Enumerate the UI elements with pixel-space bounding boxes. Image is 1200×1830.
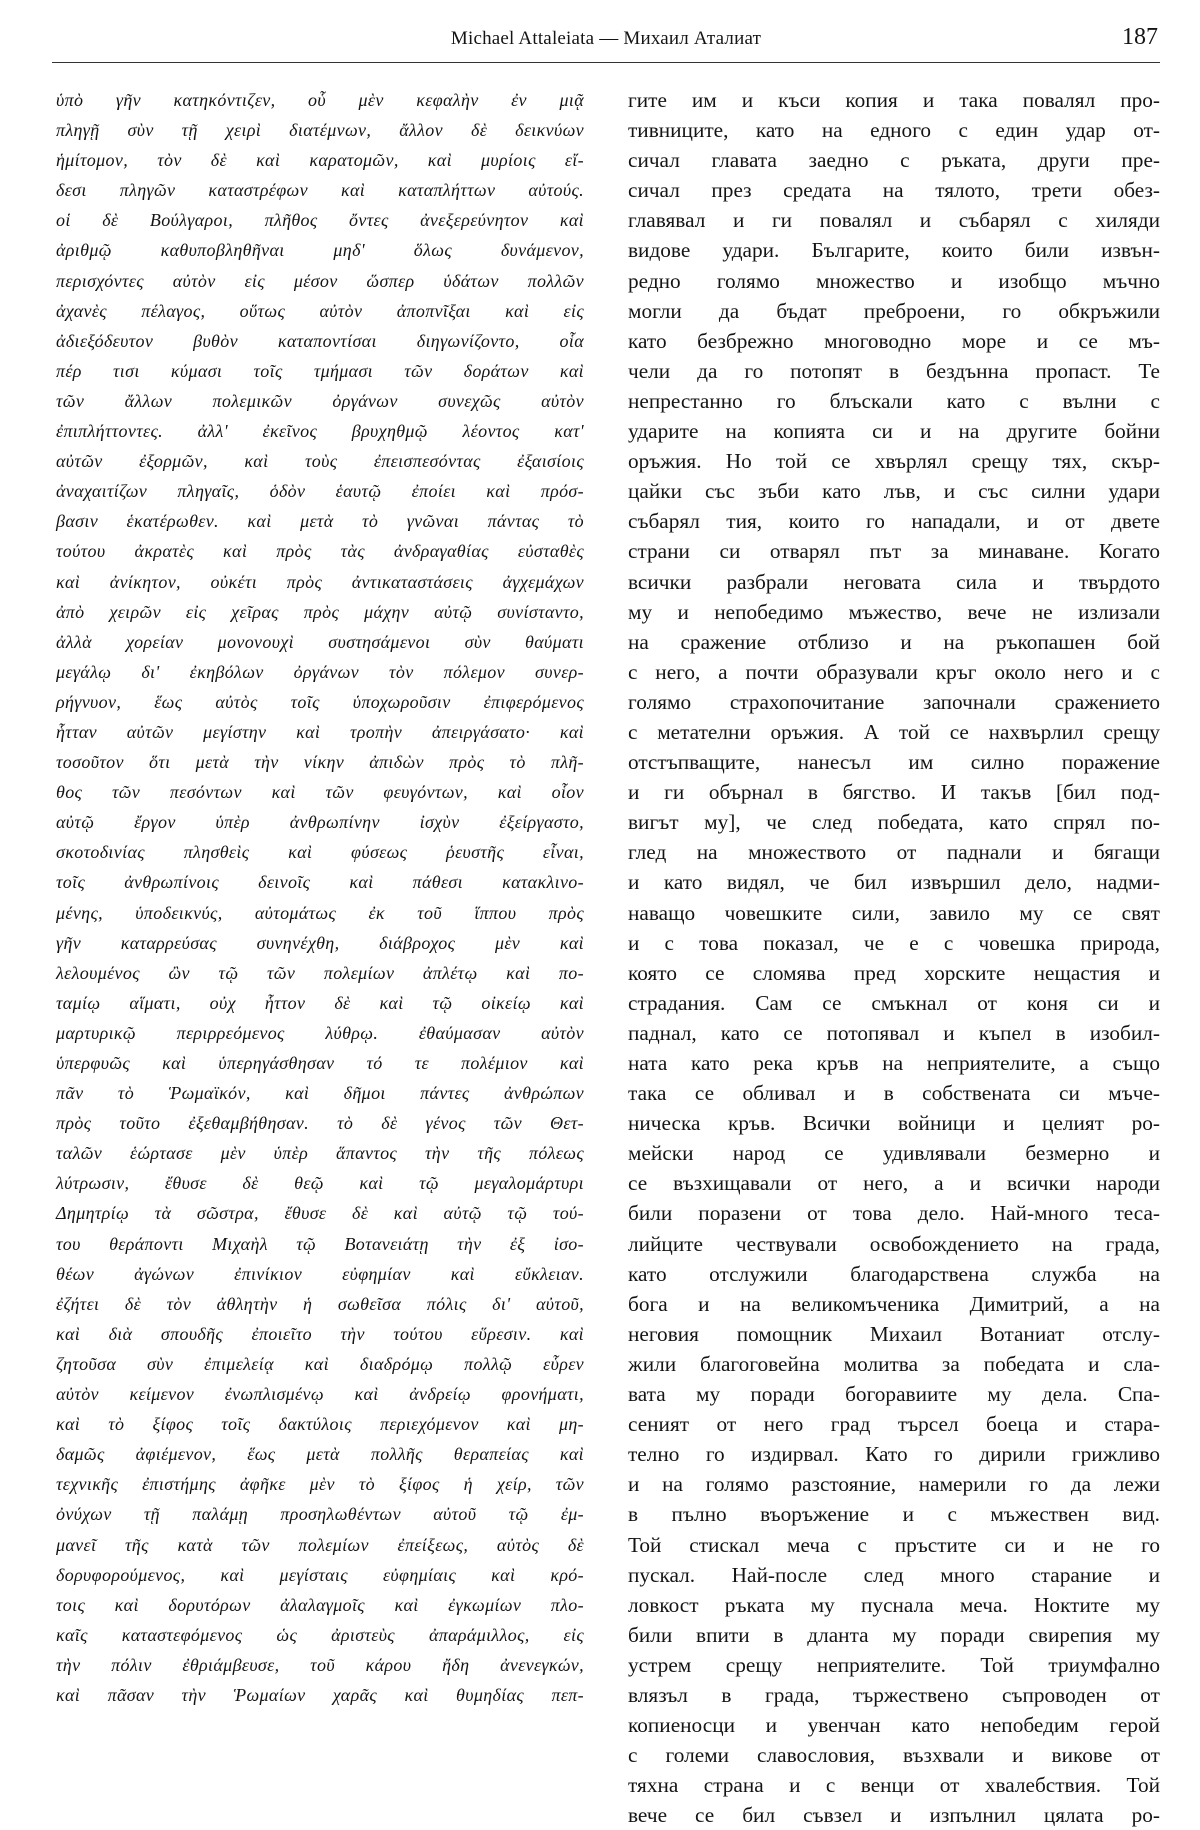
text-line: бога и на великомъченика Димитрий, а на — [628, 1291, 1160, 1316]
text-line: μαρτυρικῷ περιρρεόμενος λύθρῳ. ἐθαύμασαν αὐτὸν — [56, 1022, 584, 1043]
page-number: 187 — [1122, 24, 1158, 50]
text-line: тяхна страна и с венци от хвалебствия. Той — [628, 1773, 1160, 1798]
text-line: оръжия. Но той се хвърлял срещу тях, скър- — [628, 449, 1160, 474]
text-line: сичал главата заедно с ръката, други пре- — [628, 148, 1160, 173]
text-line: ἐζήτει δὲ τὸν ἀθλητὴν ἡ σωθεῖσα πόλις δι' αὐτοῦ, — [56, 1293, 584, 1314]
text-line: καὶ πᾶσαν τὴν Ῥωμαίων χαρᾶς καὶ θυμηδίας πεπ- — [56, 1684, 584, 1705]
text-line: δορυφορούμενος, καὶ μεγίσταις εὐφημίαις καὶ κρό- — [56, 1564, 584, 1585]
text-line: устрем срещу неприятелите. Той триумфално — [628, 1652, 1160, 1677]
text-line: ὑπὸ γῆν κατηκόντιζεν, οὗ μὲν κεφαλὴν ἐν μιᾷ — [56, 90, 584, 110]
text-line: страдания. Сам се смъкнал от коня си и — [628, 990, 1160, 1015]
text-line: ἀδιεξόδευτον βυθὸν καταποντίσαι διηγωνίζοντο, οἷα — [56, 330, 584, 351]
text-line: αὐτῷ ἔργον ὑπὲρ ἀνθρωπίνην ἰσχὺν ἐξείργαστο, — [56, 812, 584, 833]
text-line: копиеносци и увенчан като непобедим герой — [628, 1713, 1160, 1738]
text-line: σκοτοδινίας πλησθεὶς καὶ φύσεως ῥευστῆς εἶναι, — [56, 842, 584, 863]
text-line: влязъл в града, тържествено съпроводен от — [628, 1682, 1160, 1707]
text-line: τεχνικῆς ἐπιστήμης ἀφῆκε μὲν τὸ ξίφος ἡ χείρ, τῶν — [56, 1474, 584, 1495]
text-line: ловкост ръката му пуснала меча. Ноктите му — [628, 1592, 1160, 1617]
text-line: ταμίῳ αἵματι, οὐχ ἧττον δὲ καὶ τῷ οἰκείῳ καὶ — [56, 992, 584, 1013]
text-line: τοῖς ἀνθρωπίνοις δεινοῖς καὶ πάθεσι κατακλινο- — [56, 872, 584, 893]
text-line: и като видял, че бил извършил дело, надми- — [628, 870, 1160, 895]
text-line: неговия помощник Михаил Вотаниат отслу- — [628, 1321, 1160, 1346]
text-line: телно го издирвал. Като го дирили грижливо — [628, 1442, 1160, 1467]
text-line: πληγῇ σὺν τῇ χειρὶ διατέμνων, ἄλλον δὲ δεικνύων — [56, 120, 584, 141]
text-line: вече се бил съвзел и изпълнил цялата ро- — [628, 1803, 1160, 1828]
text-line: били впити в дланта му поради свирепия му — [628, 1622, 1160, 1647]
text-line: мейски народ се удивлявали безмерно и — [628, 1141, 1160, 1166]
text-line: отстъпващите, нанесъл им силно поражение — [628, 750, 1160, 775]
text-line: τούτου ἀκρατὲς καὶ πρὸς τὰς ἀνδραγαθίας εὐσταθὲς — [56, 541, 584, 562]
text-line: голямо страхопочитание започнали сражението — [628, 689, 1160, 714]
text-line: πέρ τισι κύμασι τοῖς τμήμασι τῶν δοράτων καὶ — [56, 360, 584, 381]
text-line: δαμῶς ἀφιέμενον, ἕως μετὰ πολλῆς θεραπείας καὶ — [56, 1444, 584, 1465]
text-line: пускал. Най-после след много старание и — [628, 1562, 1160, 1587]
text-line: ἧτταν αὐτῶν μεγίστην καὶ τροπὴν ἀπειργάσατο· καὶ — [56, 721, 584, 742]
text-line: и с това показал, че е с човешка природа, — [628, 930, 1160, 955]
text-line: цайки със зъби като лъв, и със силни удари — [628, 479, 1160, 504]
text-line: могли да бъдат преброени, го обкръжили — [628, 298, 1160, 323]
text-line: καῖς καταστεφόμενος ὡς ἀριστεὺς ἀπαράμιλλος, εἰς — [56, 1624, 584, 1645]
text-line: δεσι πληγῶν καταστρέφων καὶ καταπλήττων αὐτούς. — [56, 180, 584, 201]
text-line: Той стискал меча с пръстите си и не го — [628, 1532, 1160, 1557]
text-line: του θεράποντι Μιχαὴλ τῷ Βοτανειάτῃ τὴν ἐξ ἰσο- — [56, 1233, 584, 1254]
text-line: καὶ ἀνίκητον, οὐκέτι πρὸς ἀντικαταστάσεις ἀγχεμάχων — [56, 571, 584, 592]
text-line: τῶν ἄλλων πολεμικῶν ὀργάνων συνεχῶς αὐτὸν — [56, 390, 584, 411]
text-line: и ги обърнал в бягство. И такъв [бил под- — [628, 780, 1160, 805]
text-line: която се сломява пред хорските нещастия и — [628, 960, 1160, 985]
text-line: ρήγνυον, ἕως αὐτὸς τοῖς ὑποχωροῦσιν ἐπιφερόμενος — [56, 691, 584, 712]
text-line: ἀπὸ χειρῶν εἰς χεῖρας πρὸς μάχην αὐτῷ συνίσταντο, — [56, 601, 584, 622]
text-line: с него, а почти образували кръг около него и с — [628, 659, 1160, 684]
text-line: на сражение отблизо и на ръкопашен бой — [628, 629, 1160, 654]
text-line: ὀνύχων τῇ παλάμῃ προσηλωθέντων αὐτοῦ τῷ ἐμ- — [56, 1504, 584, 1525]
text-line: λύτρωσιν, ἔθυσε δὲ θεῷ καὶ τῷ μεγαλομάρτυρι — [56, 1173, 584, 1194]
text-line: тивниците, като на едного с един удар от- — [628, 118, 1160, 143]
page-header — [52, 22, 1160, 63]
text-line: глед на множеството от паднали и бягащи — [628, 840, 1160, 865]
text-line: περισχόντες αὐτὸν εἰς μέσον ὥσπερ ὑδάτων πολλῶν — [56, 270, 584, 291]
text-line: αὐτὸν κείμενον ἐνωπλισμένῳ καὶ ἀνδρείῳ φρονήματι, — [56, 1384, 584, 1405]
text-line: ἐπιπλήττοντες. ἀλλ' ἐκεῖνος βρυχηθμῷ λέοντος κατ' — [56, 421, 584, 442]
text-line: μανεῖ τῆς κατὰ τῶν πολεμίων ἐπείξεως, αὐτὸς δὲ — [56, 1534, 584, 1555]
text-line: като отслужили благодарствена служба на — [628, 1261, 1160, 1286]
text-line: гите им и къси копия и така повалял про- — [628, 88, 1160, 112]
text-line: с метателни оръжия. А той се нахвърлил срещу — [628, 719, 1160, 744]
greek-text-column — [56, 85, 584, 1710]
text-line: като безбрежно многоводно море и се мъ- — [628, 328, 1160, 353]
text-line: ἀλλὰ χορείαν μονονουχὶ συστησάμενοι σὺν θαύματι — [56, 631, 584, 652]
text-line: непрестанно го блъскали като с вълни с — [628, 388, 1160, 413]
text-line: лийците чествували освобождението на града, — [628, 1231, 1160, 1256]
text-line: γῆν καταρρεύσας συνηνέχθη, διάβροχος μὲν καὶ — [56, 932, 584, 953]
text-line: αὐτῶν ἐξορμῶν, καὶ τοὺς ἐπεισπεσόντας ἐξαισίοις — [56, 451, 584, 472]
text-line: πᾶν τὸ Ῥωμαϊκόν, καὶ δῆμοι πάντες ἀνθρώπων — [56, 1083, 584, 1104]
text-line: били поразени от това дело. Най-много теса- — [628, 1201, 1160, 1226]
text-line: τὴν πόλιν ἐθριάμβευσε, τοῦ κάρου ἤδη ἀνενεγκών, — [56, 1654, 584, 1675]
text-line: така се обливал и в собствената си мъче- — [628, 1081, 1160, 1106]
text-line: видове удари. Българите, които били извън- — [628, 238, 1160, 263]
text-line: редно голямо множество и изобщо мъчно — [628, 268, 1160, 293]
text-line: ταλῶν ἑώρτασε μὲν ὑπὲρ ἅπαντος τὴν τῆς πόλεως — [56, 1143, 584, 1164]
text-line: οἱ δὲ Βούλγαροι, πλῆθος ὄντες ἀνεξερεύνητον καὶ — [56, 210, 584, 231]
text-line: ἀριθμῷ καθυποβληθῆναι μηδ' ὅλως δυνάμενον, — [56, 240, 584, 261]
text-line: ната като река кръв на неприятелите, а също — [628, 1051, 1160, 1075]
text-line: καὶ τὸ ξίφος τοῖς δακτύλοις περιεχόμενον καὶ μη- — [56, 1414, 584, 1435]
text-line: ἀχανὲς πέλαγος, οὕτως αὐτὸν ἀποπνῖξαι καὶ εἰς — [56, 300, 584, 321]
text-line: θος τῶν πεσόντων καὶ τῶν φευγόντων, καὶ οἷον — [56, 782, 584, 803]
text-line: ἡμίτομον, τὸν δὲ καὶ καρατομῶν, καὶ μυρίοις εἴ- — [56, 150, 584, 171]
text-line: всички разбрали неговата сила и твърдото — [628, 569, 1160, 594]
text-line: ударите на копията си и на другите бойни — [628, 419, 1160, 444]
text-line: Δημητρίῳ τὰ σῶστρα, ἔθυσε δὲ καὶ αὐτῷ τῷ τού- — [56, 1203, 584, 1224]
text-line: τοσοῦτον ὅτι μετὰ τὴν νίκην ἀπιδὼν πρὸς τὸ πλῆ- — [56, 752, 584, 773]
text-line: μένης, ὑποδεικνύς, αὐτομάτως ἐκ τοῦ ἵππου πρὸς — [56, 902, 584, 923]
text-line: наващо човешките сили, завило му се свят — [628, 900, 1160, 925]
text-line: βασιν ἑκατέρωθεν. καὶ μετὰ τὸ γνῶναι πάντας τὸ — [56, 511, 584, 532]
text-line: вигът му], че след победата, като спрял по- — [628, 810, 1160, 835]
text-line: събарял тия, които го нападали, и от двете — [628, 509, 1160, 534]
text-line: πρὸς τοῦτο ἐξεθαμβήθησαν. τὸ δὲ γένος τῶν Θετ- — [56, 1113, 584, 1134]
text-line: се възхищавали от него, а и всички народи — [628, 1171, 1160, 1196]
text-line: θέων ἀγώνων ἐπινίκιον εὐφημίαν καὶ εὔκλειαν. — [56, 1263, 584, 1284]
text-line: ническа кръв. Всички войници и целият ро- — [628, 1111, 1160, 1136]
text-line: и на голямо разстояние, намерили го да лежи — [628, 1472, 1160, 1497]
text-line: жили благоговейна молитва за победата и сла- — [628, 1351, 1160, 1376]
text-line: главявал и ги повалял и събарял с хиляди — [628, 208, 1160, 233]
text-line: ζητοῦσα σὺν ἐπιμελείᾳ καὶ διαδρόμῳ πολλῷ εὗρεν — [56, 1353, 584, 1374]
running-head: Michael Attaleiata — Михаил Аталиат — [450, 28, 762, 49]
text-line: ὑπερφυῶς καὶ ὑπερηγάσθησαν τό τε πολέμιον καὶ — [56, 1053, 584, 1073]
text-line: ἀναχαιτίζων πληγαῖς, ὁδὸν ἑαυτῷ ἐποίει καὶ πρόσ- — [56, 481, 584, 502]
text-line: му и непобедимо мъжество, вече не излизали — [628, 599, 1160, 624]
text-line: чели да го потопят в бездънна пропаст. Те — [628, 358, 1160, 383]
text-line: вата му поради богоравиите му дела. Спа- — [628, 1382, 1160, 1407]
text-line: καὶ διὰ σπουδῆς ἐποιεῖτο τὴν τούτου εὕρεσιν. καὶ — [56, 1323, 584, 1344]
text-line: паднал, като се потопявал и къпел в изобил- — [628, 1020, 1160, 1045]
text-line: страни си отварял път за минаване. Когато — [628, 539, 1160, 564]
text-line: τοις καὶ δορυτόρων ἀλαλαγμοῖς καὶ ἐγκωμίων πλο- — [56, 1594, 584, 1615]
text-line: с големи славословия, възхвали и викове от — [628, 1743, 1160, 1768]
text-line: λελουμένος ὢν τῷ τῶν πολεμίων ἀπλέτῳ καὶ πο- — [56, 962, 584, 983]
text-line: μεγάλῳ δι' ἐκηβόλων ὀργάνων τὸν πόλεμον συνερ- — [56, 661, 584, 682]
bulgarian-translation-column — [628, 85, 1160, 1830]
text-line: сичал през средата на тялото, трети обез- — [628, 178, 1160, 203]
text-line: сеният от него град търсел боеца и стара- — [628, 1412, 1160, 1437]
text-line: в пълно въоръжение и с мъжествен вид. — [628, 1502, 1160, 1527]
